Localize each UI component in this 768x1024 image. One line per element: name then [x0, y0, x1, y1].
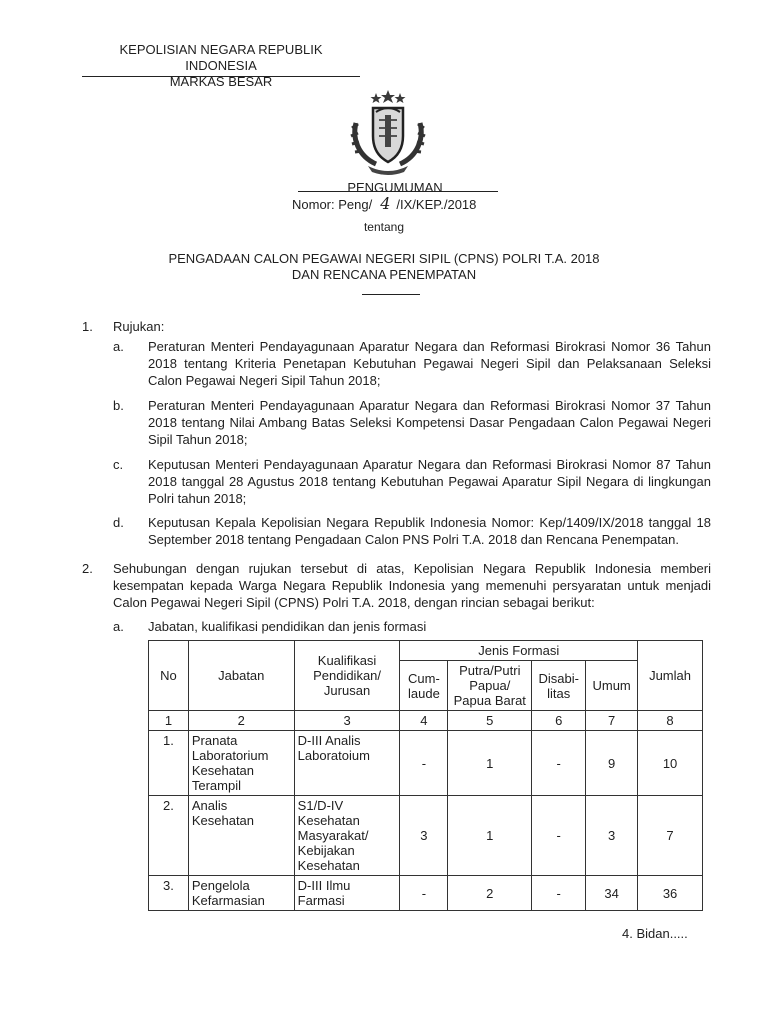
formation-table	[148, 640, 703, 911]
cell-cumlaude: -	[400, 876, 448, 911]
item-b-text: Peraturan Menteri Pendayagunaan Aparatur Negara dan Reformasi Birokrasi Nomor 37 Tahun 2018 tentang Nilai Ambang Batas Seleksi Kompetensi Dasar Pengadaan Calon Pegawai Negeri Sipil Tahun 2018;	[148, 398, 711, 447]
column-number-row	[149, 711, 703, 731]
nomor-handwritten: 4	[380, 194, 391, 213]
document-number	[292, 196, 476, 213]
cell-jabatan: Pranata Laboratorium Kesehatan Terampil	[188, 731, 294, 796]
col-number: 4	[400, 711, 448, 731]
col-number: 8	[638, 711, 703, 731]
cell-no: 3.	[149, 876, 189, 911]
cell-kualifikasi: S1/D-IV Kesehatan Masyarakat/ Kebijakan Kesehatan	[294, 796, 400, 876]
col-header-umum: Umum	[586, 661, 638, 711]
cell-papua: 1	[448, 731, 532, 796]
col-header-jabatan: Jabatan	[188, 641, 294, 711]
col-header-cumlaude: Cum-laude	[400, 661, 448, 711]
item-d-text: Keputusan Kepala Kepolisian Negara Republik Indonesia Nomor: Kep/1409/IX/2018 tanggal 18 September 2018 tentang Pengadaan Calon PNS Polri T.A. 2018 dan Rencana Penempatan.	[148, 515, 711, 547]
cell-disabilitas: -	[532, 796, 586, 876]
col-header-jenis-formasi: Jenis Formasi	[400, 641, 638, 661]
cell-no: 2.	[149, 796, 189, 876]
nomor-prefix: Nomor: Peng/	[292, 197, 373, 212]
col-number: 1	[149, 711, 189, 731]
col-number: 2	[188, 711, 294, 731]
col-header-no: No	[149, 641, 189, 711]
announcement-label: PENGUMUMAN	[347, 180, 443, 195]
item-a-text: Peraturan Menteri Pendayagunaan Aparatur Negara dan Reformasi Birokrasi Nomor 36 Tahun 2018 tentang Kriteria Penetapan Kebutuhan Pegawai Negeri Sipil dan Pelaksanaan Seleksi Calon Pegawai Negeri Sipil Tahun 2018;	[148, 339, 711, 388]
cell-kualifikasi: D-III Analis Laboratoium	[294, 731, 400, 796]
cell-umum: 3	[586, 796, 638, 876]
item-a-letter: a.	[113, 339, 124, 354]
header-underline	[82, 76, 360, 77]
nomor-suffix: /IX/KEP./2018	[396, 197, 477, 212]
title-underline	[362, 294, 420, 295]
polri-emblem-icon	[338, 88, 438, 178]
cell-kualifikasi: D-III Ilmu Farmasi	[294, 876, 400, 911]
table-row	[149, 796, 703, 876]
cell-jumlah: 7	[638, 796, 703, 876]
cell-cumlaude: 3	[400, 796, 448, 876]
title-line-2: DAN RENCANA PENEMPATAN	[291, 267, 477, 282]
cell-jabatan: Pengelola Kefarmasian	[188, 876, 294, 911]
col-header-disabilitas: Disabi-litas	[532, 661, 586, 711]
item-c-letter: c.	[113, 457, 124, 472]
item-c-text: Keputusan Menteri Pendayagunaan Aparatur Negara dan Reformasi Birokrasi Nomor 87 Tahun 2018 tanggal 28 Agustus 2018 tentang Kebutuhan Pegawai Aparatur Sipil Negara di lingkungan Polri tahun 2018;	[148, 457, 711, 506]
col-number: 5	[448, 711, 532, 731]
col-number: 6	[532, 711, 586, 731]
section-2-text: Sehubungan dengan rujukan tersebut di atas, Kepolisian Negara Republik Indonesia memberi kesempatan kepada Warga Negara Republik Indonesia yang memenuhi persyaratan untuk menjadi Calon Pegawai Negeri Sipil (CPNS) Polri T.A. 2018, dengan rincian sebagai berikut:	[113, 561, 711, 610]
col-number: 3	[294, 711, 400, 731]
col-number: 7	[586, 711, 638, 731]
sub-a-letter: a.	[113, 619, 124, 634]
agency-header	[82, 42, 360, 90]
cell-disabilitas: -	[532, 731, 586, 796]
cell-papua: 2	[448, 876, 532, 911]
cell-jabatan: Analis Kesehatan	[188, 796, 294, 876]
section-1-number: 1.	[82, 319, 93, 334]
cell-cumlaude: -	[400, 731, 448, 796]
agency-hq: MARKAS BESAR	[169, 74, 273, 89]
col-header-papua: Putra/Putri Papua/ Papua Barat	[448, 661, 532, 711]
cell-disabilitas: -	[532, 876, 586, 911]
tentang-label: tentang	[363, 220, 405, 234]
cell-jumlah: 10	[638, 731, 703, 796]
agency-name: KEPOLISIAN NEGARA REPUBLIK INDONESIA	[119, 42, 323, 73]
continuation-marker: 4. Bidan.....	[622, 926, 688, 941]
section-2-number: 2.	[82, 561, 93, 576]
cell-umum: 34	[586, 876, 638, 911]
document-title	[0, 251, 768, 283]
table-row	[149, 731, 703, 796]
table-header-row	[149, 641, 703, 661]
cell-papua: 1	[448, 796, 532, 876]
title-line-1: PENGADAAN CALON PEGAWAI NEGERI SIPIL (CPNS) POLRI T.A. 2018	[168, 251, 600, 266]
sub-a-title: Jabatan, kualifikasi pendidikan dan jenis formasi	[148, 619, 427, 634]
item-d-letter: d.	[113, 515, 124, 530]
cell-jumlah: 36	[638, 876, 703, 911]
cell-umum: 9	[586, 731, 638, 796]
col-header-kualifikasi: Kualifikasi Pendidikan/ Jurusan	[294, 641, 400, 711]
col-header-jumlah: Jumlah	[638, 641, 703, 711]
cell-no: 1.	[149, 731, 189, 796]
section-1-title: Rujukan:	[113, 319, 165, 334]
table-row	[149, 876, 703, 911]
item-b-letter: b.	[113, 398, 124, 413]
